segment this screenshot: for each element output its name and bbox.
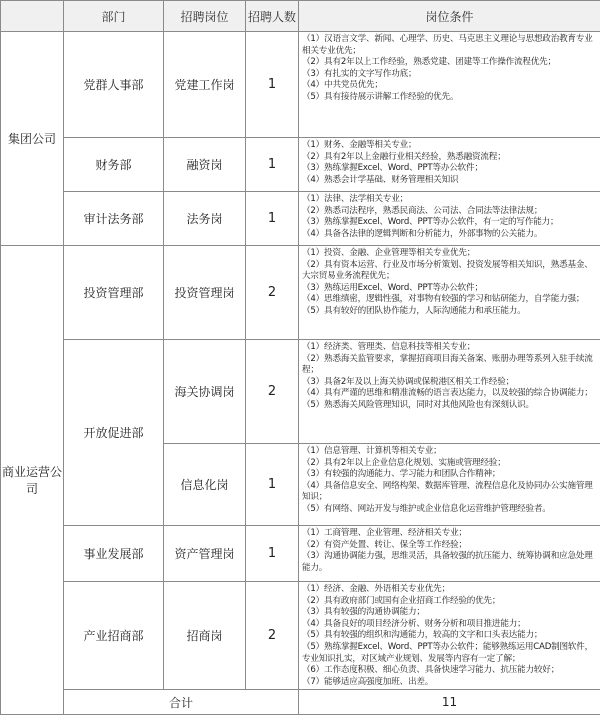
condition-line: （2）熟悉司法程序，熟悉民商法、公司法、合同法等法律法规； (302, 206, 597, 218)
conditions-cell (299, 32, 600, 138)
condition-line: （5）熟悉海关风险管理知识，同时对其他风险也有深刻认识。 (302, 400, 597, 412)
condition-line: （2）具有政府部门或国有企业招商工作经验的优先； (302, 596, 597, 608)
position-cell: 法务岗 (164, 192, 246, 246)
condition-line: （4）具备各法律的逻辑判断和分析能力，外部事物的公关能力。 (302, 229, 597, 241)
condition-line: （5）具有较强的组织和沟通能力，较高的文字和口头表达能力； (302, 630, 597, 642)
position-cell: 海关协调岗 (164, 340, 246, 444)
group-cell: 商业运营公司 (1, 246, 64, 715)
condition-line: （3）具有较强的沟通协调能力； (302, 607, 597, 619)
department-cell: 财务部 (64, 138, 164, 192)
headcount-cell: 1 (246, 444, 299, 526)
department-cell: 审计法务部 (64, 192, 164, 246)
header-department: 部门 (64, 1, 164, 32)
condition-line: （1）投资、金融、企业管理等相关专业优先； (302, 248, 597, 260)
condition-line: （1）法律、法学相关专业； (302, 194, 597, 206)
department-cell: 产业招商部 (64, 582, 164, 690)
total-row (1, 690, 600, 715)
condition-line: （4）具备良好的项目经济分析、财务分析和项目推进能力； (302, 619, 597, 631)
condition-line: （3）熟练掌握Excel、Word、PPT等办公软件，有一定的写作能力； (302, 217, 597, 229)
condition-line: （3）有扎实的文字写作功底； (302, 69, 597, 81)
headcount-cell: 1 (246, 526, 299, 582)
total-label: 合计 (64, 690, 299, 715)
header-conditions: 岗位条件 (299, 1, 600, 32)
position-cell: 党建工作岗 (164, 32, 246, 138)
headcount-cell: 2 (246, 582, 299, 690)
department-cell: 投资管理部 (64, 246, 164, 340)
condition-line: （2）具有2年以上金融行业相关经验，熟悉融资流程； (302, 152, 597, 164)
condition-line: （2）具有2年以上工作经验，熟悉党建、团建等工作操作流程优先； (302, 57, 597, 69)
condition-line: （3）有较强的沟通能力、学习能力和团队合作精神； (302, 469, 597, 481)
header-position: 招聘岗位 (164, 1, 246, 32)
condition-line: （5）有网络、网站开发与维护或企业信息化运营维护管理经验者。 (302, 504, 597, 516)
condition-line: （4）具备信息安全、网络构架、数据库管理、流程信息化及协同办公实施管理知识； (302, 481, 597, 504)
conditions-cell (299, 138, 600, 192)
header-count: 招聘人数 (246, 1, 299, 32)
condition-line: （1）经济、金融、外语相关专业优先； (302, 584, 597, 596)
condition-line: （1）财务、金融等相关专业； (302, 140, 597, 152)
conditions-cell (299, 192, 600, 246)
position-cell: 投资管理岗 (164, 246, 246, 340)
group-cell: 集团公司 (1, 32, 64, 246)
header-row (1, 1, 600, 32)
condition-line: （3）熟练掌握Excel、Word、PPT等办公软件； (302, 163, 597, 175)
condition-line: （3）具备2年及以上海关协调或保税港区相关工作经验； (302, 377, 597, 389)
table-row (1, 582, 600, 690)
headcount-cell: 1 (246, 32, 299, 138)
condition-line: （2）具有2年以上企业信息化规划、实施或管理经验； (302, 458, 597, 470)
condition-line: （3）沟通协调能力强，思维灵活，具备较强的抗压能力、统筹协调和应急处理能力。 (302, 551, 597, 574)
condition-line: （1）信息管理、计算机等相关专业； (302, 446, 597, 458)
condition-line: （1）经济类、管理类、信息科技等相关专业； (302, 342, 597, 354)
department-cell: 开放促进部 (64, 340, 164, 526)
condition-line: （1）工商管理、企业管理、经济相关专业； (302, 528, 597, 540)
condition-line: （2）熟悉海关监管要求，掌握招商项目海关备案、账册办理等系列入驻手续流程； (302, 354, 597, 377)
table-row (1, 246, 600, 340)
position-cell: 信息化岗 (164, 444, 246, 526)
condition-line: （4）思维缜密，逻辑性强，对事物有较强的学习和钻研能力，自学能力强； (302, 294, 597, 306)
table-row (1, 192, 600, 246)
position-cell: 融资岗 (164, 138, 246, 192)
condition-line: （4）具有严谨的思维和精准流畅的语言表达能力，以及较强的综合协调能力； (302, 388, 597, 400)
conditions-cell (299, 444, 600, 526)
conditions-cell (299, 526, 600, 582)
condition-line: （7）能够适应高强度加班、出差。 (302, 677, 597, 689)
table-row (1, 340, 600, 444)
condition-line: （5）具有较好的团队协作能力，人际沟通能力和承压能力。 (302, 306, 597, 318)
header-group (1, 1, 64, 32)
condition-line: （4）熟悉会计学基础、财务管理相关知识 (302, 175, 597, 187)
headcount-cell: 2 (246, 246, 299, 340)
department-cell: 党群人事部 (64, 32, 164, 138)
headcount-cell: 1 (246, 192, 299, 246)
condition-line: （6）工作态度积极、细心负责、具备快速学习能力、抗压能力较好； (302, 665, 597, 677)
condition-line: （2）有资产处置、转让、保全等工作经验； (302, 540, 597, 552)
condition-line: （3）熟练运用Excel、Word、PPT等办公软件； (302, 283, 597, 295)
condition-line: （1）汉语言文学、新闻、心理学、历史、马克思主义理论与思想政治教育专业相关专业优先； (302, 34, 597, 57)
table-row (1, 138, 600, 192)
position-cell: 资产管理岗 (164, 526, 246, 582)
conditions-cell (299, 582, 600, 690)
headcount-cell: 1 (246, 138, 299, 192)
total-count: 11 (299, 690, 600, 715)
conditions-cell (299, 246, 600, 340)
position-cell: 招商岗 (164, 582, 246, 690)
table-row (1, 32, 600, 138)
headcount-cell: 2 (246, 340, 299, 444)
condition-line: （2）具有资本运营、行业及市场分析策划、投资发展等相关知识，熟悉基金、大宗贸易业务流程优先； (302, 260, 597, 283)
condition-line: （4）中共党员优先； (302, 80, 597, 92)
table-row (1, 526, 600, 582)
department-cell: 事业发展部 (64, 526, 164, 582)
condition-line: （5）熟练掌握Excel、Word、PPT等办公软件；能够熟练运用CAD制图软件，专业知识扎实，对区域产业规划、发展等内容有一定了解； (302, 642, 597, 665)
conditions-cell (299, 340, 600, 444)
condition-line: （5）具有接待展示讲解工作经验的优先。 (302, 92, 597, 104)
